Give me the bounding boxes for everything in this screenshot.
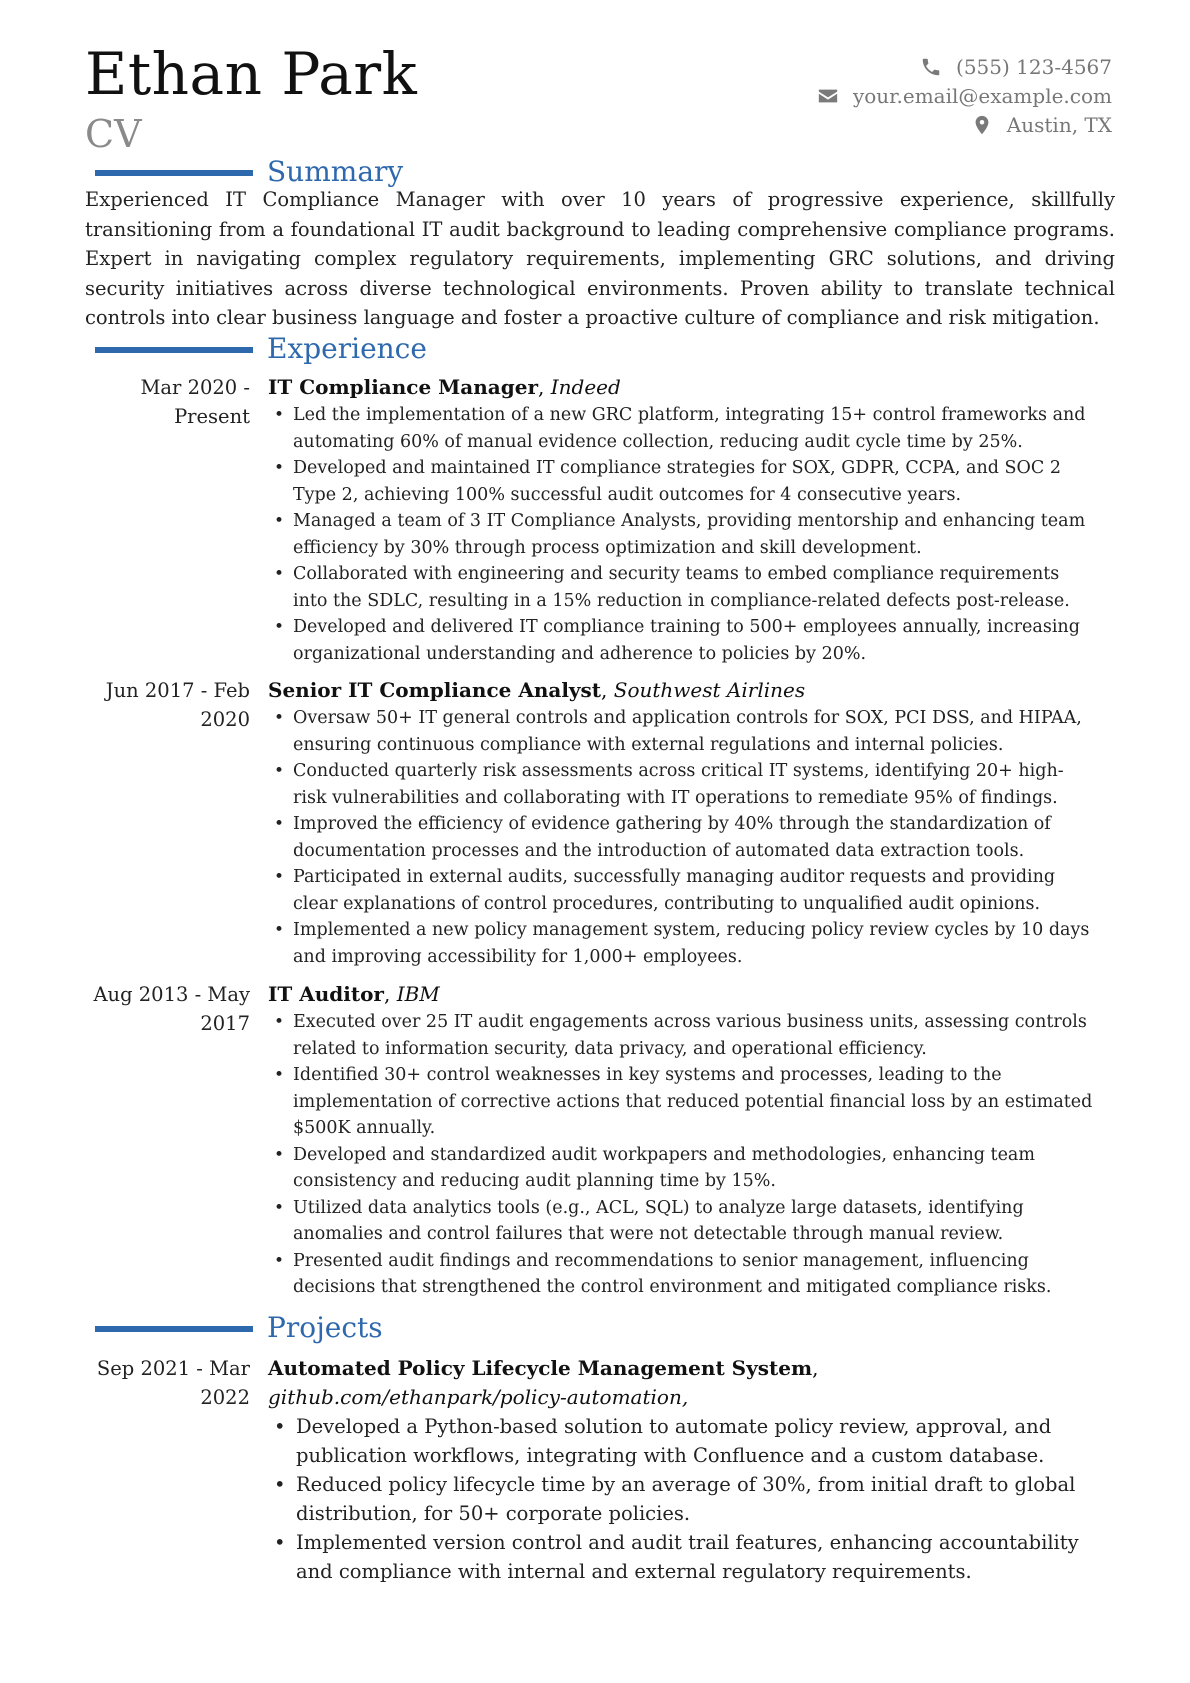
entry-title-line: IT Auditor, IBM xyxy=(268,982,440,1006)
entry-title-line: IT Compliance Manager, Indeed xyxy=(268,375,621,399)
company-name: IBM xyxy=(396,982,440,1006)
location-text: Austin, TX xyxy=(1006,112,1112,137)
entry-body xyxy=(268,373,1096,667)
section-rule xyxy=(95,170,253,176)
bullet-item: • Developed and maintained IT compliance strategies for SOX, GDPR, CCPA, and SOC 2 Type 2, achieving 100% successful audit outcomes for 4 consecutive years. xyxy=(268,455,1096,508)
summary-text: Experienced IT Compliance Manager with over 10 years of progressive experience, skillfully transitioning from a foundational IT audit background to leading comprehensive compliance programs. Expert in navigating complex regulatory requirements, implementing GRC solutions, and driving security initiatives across diverse technological environments. Proven ability to translate technical controls into clear business language and foster a proactive culture of compliance and risk mitigation. xyxy=(85,188,1115,330)
job-title: Senior IT Compliance Analyst xyxy=(268,678,602,702)
bullet-item: • Implemented a new policy management system, reducing policy review cycles by 10 days and improving accessibility for 1,000+ employees. xyxy=(268,917,1096,970)
bullet-item: • Oversaw 50+ IT general controls and application controls for SOX, PCI DSS, and HIPAA, ensuring continuous compliance with external regulations and internal policies. xyxy=(268,705,1096,758)
company-name: Indeed xyxy=(550,375,621,399)
bullet-item: • Conducted quarterly risk assessments across critical IT systems, identifying 20+ high-risk vulnerabilities and collaborating with IT operations to remediate 95% of findings. xyxy=(268,758,1096,811)
entry-body xyxy=(268,1354,1096,1586)
bullet-item: • Participated in external audits, successfully managing auditor requests and providing clear explanations of control procedures, contributing to unqualified audit opinions. xyxy=(268,864,1096,917)
bullet-item: • Managed a team of 3 IT Compliance Analysts, providing mentorship and enhancing team efficiency by 30% through process optimization and skill development. xyxy=(268,508,1096,561)
entry-date: Sep 2021 - Mar 2022 xyxy=(96,1357,250,1409)
bullet-list xyxy=(268,705,1096,970)
job-title: IT Auditor xyxy=(268,982,384,1006)
entry-body xyxy=(268,676,1096,970)
phone-text[interactable]: (555) 123-4567 xyxy=(956,54,1112,79)
envelope-icon xyxy=(817,85,839,107)
job-title: IT Compliance Manager xyxy=(268,375,539,399)
bullet-item: • Utilized data analytics tools (e.g., ACL, SQL) to analyze large datasets, identifying anomalies and control failures that were not detectable through manual review. xyxy=(268,1195,1096,1248)
email-link[interactable]: your.email@example.com xyxy=(852,83,1112,108)
contact-email xyxy=(692,81,1112,110)
bullet-item: • Executed over 25 IT audit engagements across various business units, assessing controls related to information security, data privacy, and operational efficiency. xyxy=(268,1009,1096,1062)
bullet-item: • Developed and standardized audit workpapers and methodologies, enhancing team consistency and reducing audit planning time by 15%. xyxy=(268,1142,1096,1195)
document-subtitle: CV xyxy=(85,112,142,156)
bullet-list xyxy=(268,1009,1096,1301)
contact-location xyxy=(692,110,1112,139)
contact-phone xyxy=(692,52,1112,81)
bullet-item: • Implemented version control and audit trail features, enhancing accountability and compliance with internal and external regulatory requirements. xyxy=(268,1528,1096,1586)
entry-body xyxy=(268,980,1096,1301)
bullet-item: • Developed and delivered IT compliance training to 500+ employees annually, increasing organizational understanding and adherence to policies by 20%. xyxy=(268,614,1096,667)
experience-section-header xyxy=(95,331,1095,367)
bullet-item: • Improved the efficiency of evidence gathering by 40% through the standardization of documentation processes and the introduction of automated data extraction tools. xyxy=(268,811,1096,864)
entry-title-line: Automated Policy Lifecycle Management System, github.com/ethanpark/policy-automation, xyxy=(268,1356,819,1409)
phone-icon xyxy=(920,56,942,78)
company-name: Southwest Airlines xyxy=(613,678,806,702)
bullet-item: • Reduced policy lifecycle time by an average of 30%, from initial draft to global distribution, for 50+ corporate policies. xyxy=(268,1470,1096,1528)
bullet-list xyxy=(268,402,1096,667)
section-title-projects: Projects xyxy=(267,1311,383,1344)
map-pin-icon xyxy=(971,114,993,136)
bullet-item: • Collaborated with engineering and security teams to embed compliance requirements into the SDLC, resulting in a 15% reduction in compliance-related defects post-release. xyxy=(268,561,1096,614)
bullet-item: • Developed a Python-based solution to automate policy review, approval, and publication workflows, integrating with Confluence and a custom database. xyxy=(268,1412,1096,1470)
bullet-list xyxy=(268,1412,1096,1586)
contact-block xyxy=(692,52,1112,139)
section-title-summary: Summary xyxy=(267,155,404,188)
section-title-experience: Experience xyxy=(267,332,427,365)
entry-title-line: Senior IT Compliance Analyst, Southwest Airlines xyxy=(268,678,806,702)
entry-date: Jun 2017 - Feb 2020 xyxy=(105,679,250,731)
entry-date: Aug 2013 - May 2017 xyxy=(93,983,250,1035)
projects-section-header xyxy=(95,1310,1095,1346)
bullet-item: • Presented audit findings and recommendations to senior management, influencing decisions that strengthened the control environment and mitigated compliance risks. xyxy=(268,1248,1096,1301)
section-rule xyxy=(95,347,253,353)
bullet-item: • Led the implementation of a new GRC platform, integrating 15+ control frameworks and automating 60% of manual evidence collection, reducing audit cycle time by 25%. xyxy=(268,402,1096,455)
entry-date: Mar 2020 - Present xyxy=(140,376,250,428)
project-title: Automated Policy Lifecycle Management System xyxy=(268,1356,813,1380)
candidate-name: Ethan Park xyxy=(85,40,418,108)
project-link[interactable]: github.com/ethanpark/policy-automation, xyxy=(268,1385,689,1409)
bullet-item: • Identified 30+ control weaknesses in key systems and processes, leading to the implementation of corrective actions that reduced potential financial loss by an estimated $500K annually. xyxy=(268,1062,1096,1142)
section-rule xyxy=(95,1326,253,1332)
